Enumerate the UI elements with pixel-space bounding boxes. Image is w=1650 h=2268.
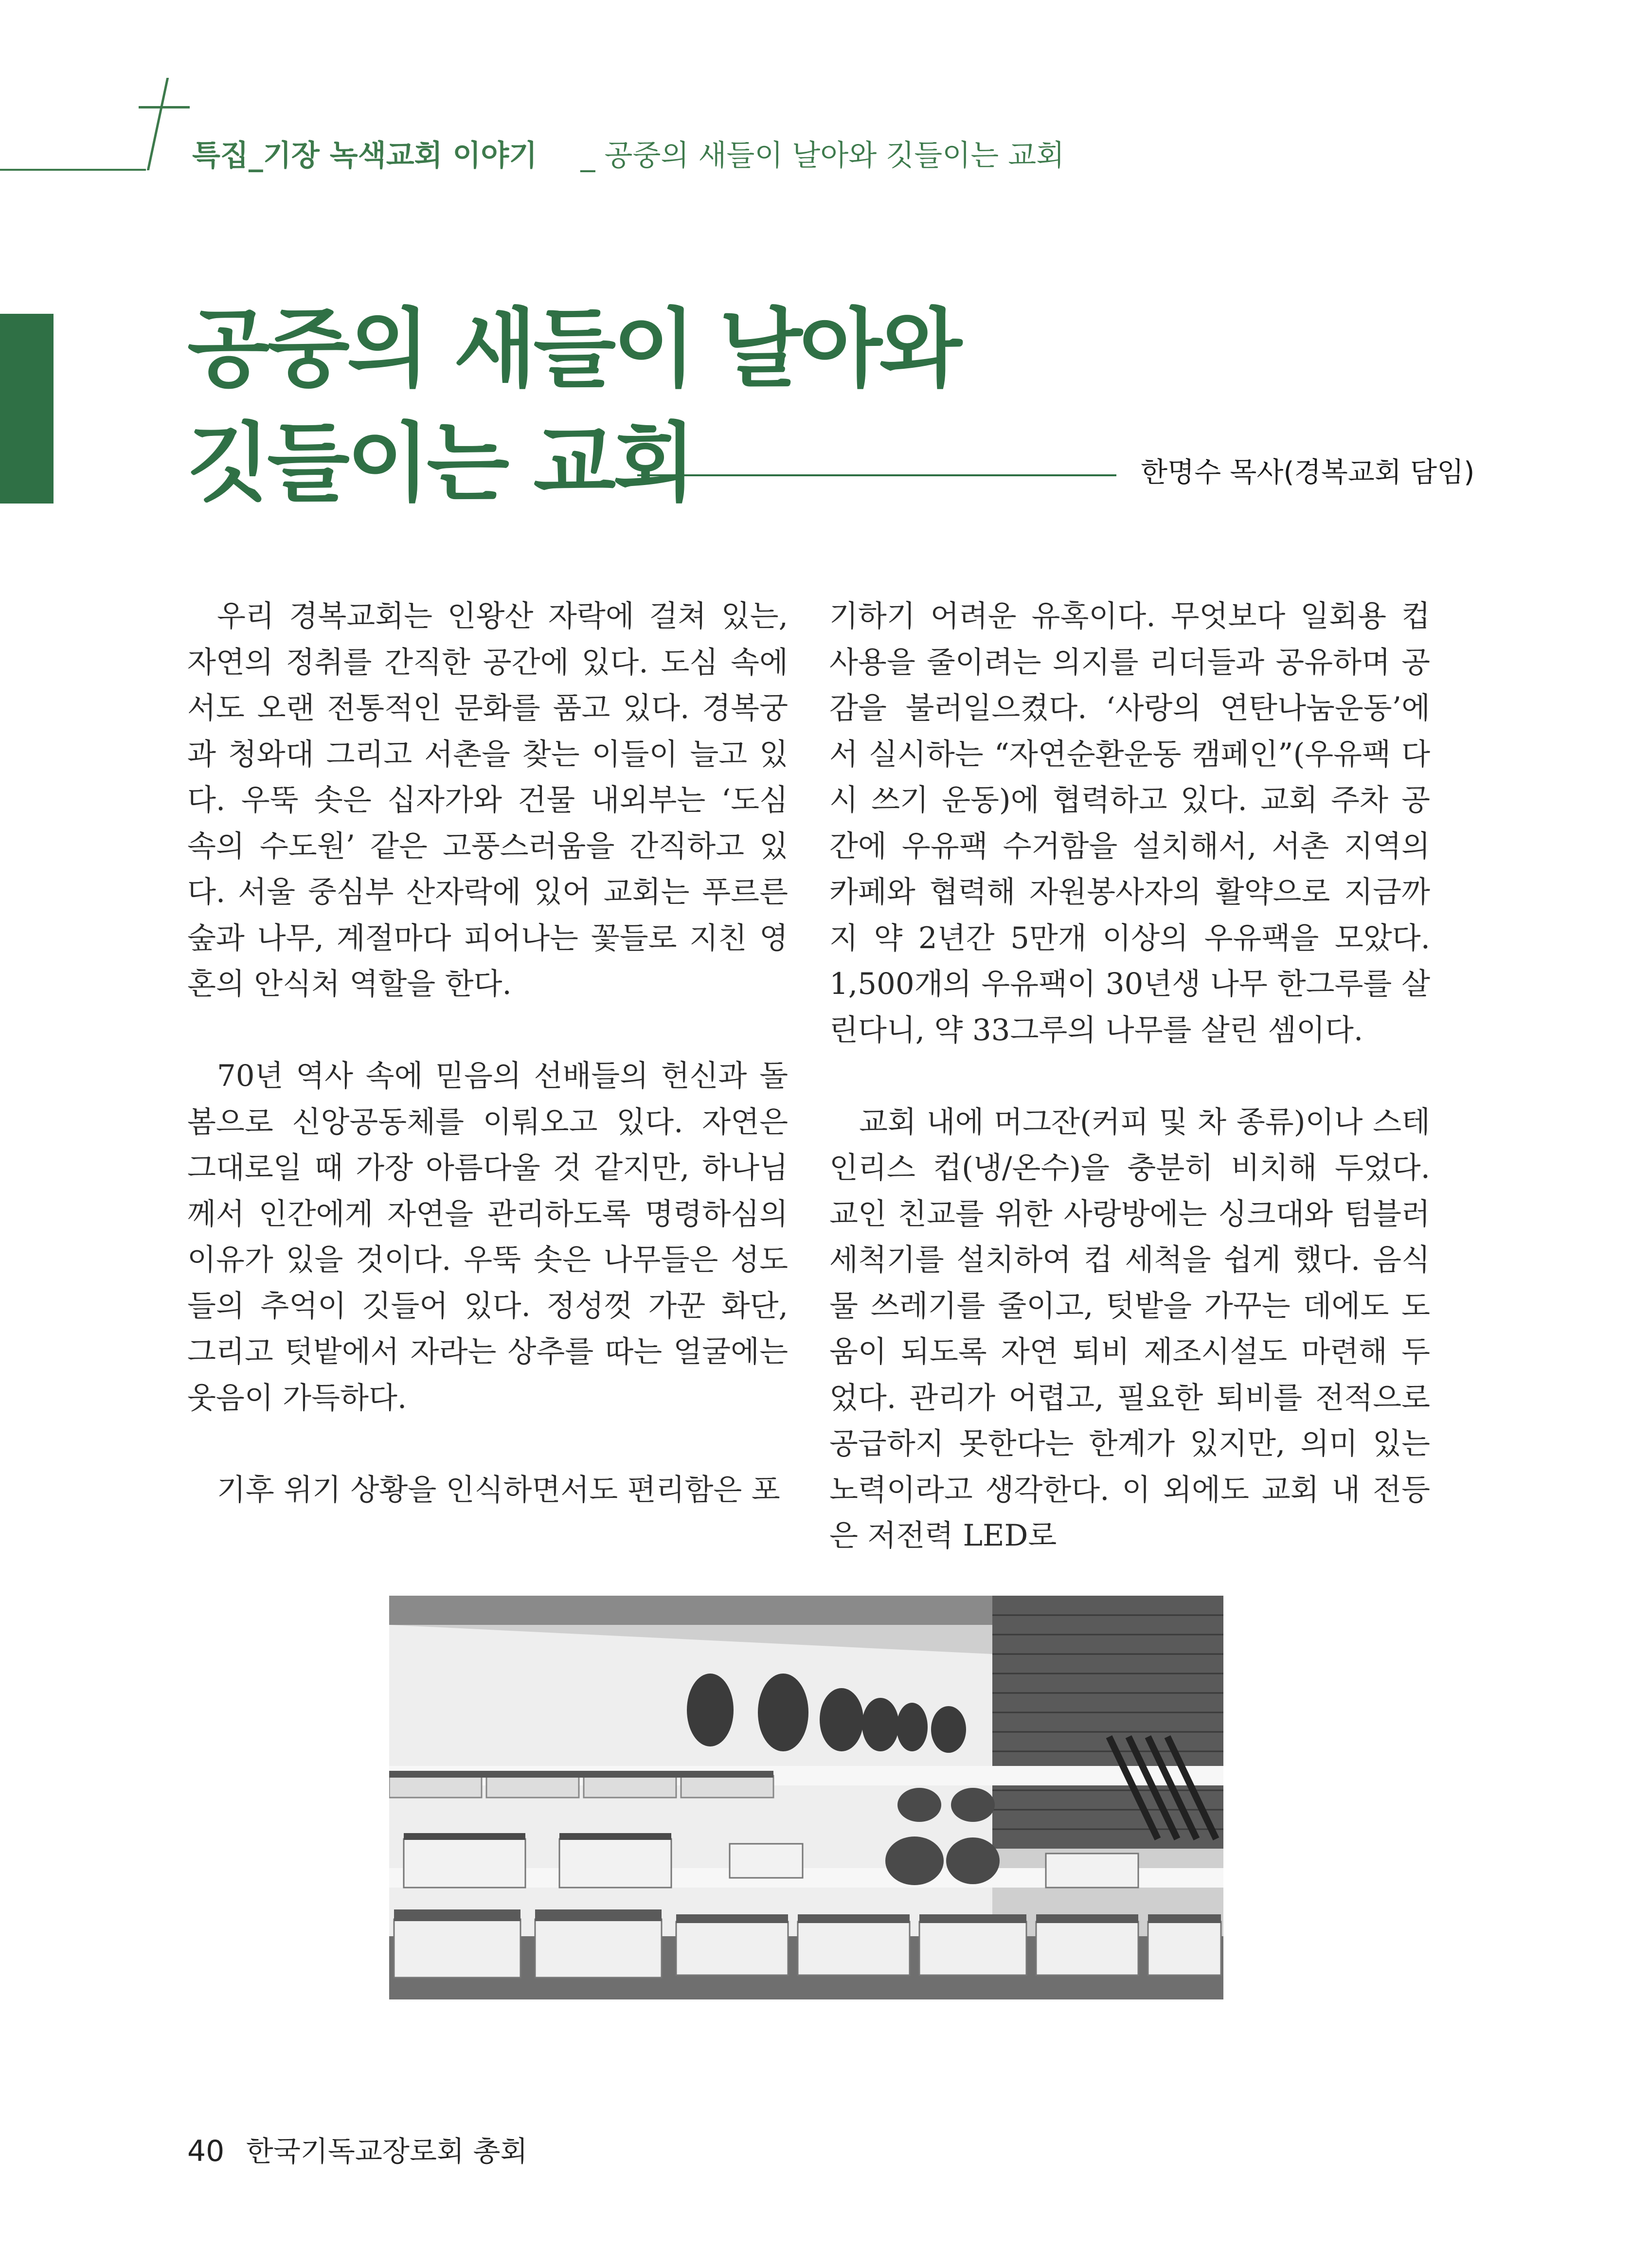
body-column-right	[829, 594, 1430, 1559]
author-byline: 한명수 목사(경복교회 담임)	[1141, 456, 1475, 488]
paragraph: 교회 내에 머그잔(커피 및 차 종류)이나 스테인리스 컵(냉/온수)을 충분히 비치해 두었다. 교인 친교를 위한 사랑방에는 싱크대와 텀블러 세척기를 설치하여 컵 세척을 쉽게 했다. 음식물 쓰레기를 줄이고, 텃밭을 가꾸는 데에도 도움이 되도록 자연 퇴비 제조시설도 마련해 두었다. 관리가 어렵고, 필요한 퇴비를 전적으로 공급하지 못한다는 한계가 있지만, 의미 있는 노력이라고 생각한다. 이 외에도 교회 내 전등은 저전력 LED로	[829, 1104, 1430, 1553]
title-line-2: 깃들이는 교회	[187, 414, 693, 513]
title-line-1: 공중의 새들이 날아와	[187, 299, 959, 399]
paragraph: 우리 경복교회는 인왕산 자락에 걸쳐 있는, 자연의 정취를 간직한 공간에 있다. 도심 속에서도 오랜 전통적인 문화를 품고 있다. 경복궁과 청와대 그리고 서촌을 찾는 이들이 늘고 있다. 우뚝 솟은 십자가와 건물 내외부는 ‘도심 속의 수도원’ 같은 고풍스러움을 간직하고 있다. 서울 중심부 산자락에 있어 교회는 푸르른 숲과 나무, 계절마다 피어나는 꽃들로 지친 영혼의 안식처 역할을 한다.	[187, 599, 788, 1001]
page-number: 40	[187, 2134, 225, 2168]
publication-name: 한국기독교장로회 총회	[246, 2135, 528, 2168]
paragraph: 기후 위기 상황을 인식하면서도 편리함은 포	[217, 1472, 780, 1507]
cross-icon-bar	[139, 106, 190, 108]
cross-icon	[147, 78, 169, 170]
paragraph: 70년 역사 속에 믿음의 선배들의 헌신과 돌봄으로 신앙공동체를 이뤄오고 있다. 자연은 그대로일 때 가장 아름다울 것 같지만, 하나님께서 인간에게 자연을 관리하도록 명령하심의 이유가 있을 것이다. 우뚝 솟은 나무들은 성도들의 추억이 깃들어 있다. 정성껏 가꾼 화단, 그리고 텃밭에서 자라는 상추를 따는 얼굴에는 웃음이 가득하다.	[187, 1059, 788, 1415]
article-photo	[389, 1596, 1223, 1999]
section-subtitle: _ 공중의 새들이 날아와 깃들이는 교회	[580, 139, 1065, 173]
page-footer	[187, 2128, 528, 2169]
article-title	[187, 292, 959, 521]
running-header	[192, 132, 1064, 174]
photo-illustration	[389, 1596, 1223, 1999]
section-label: 특집_기장 녹색교회 이야기	[192, 139, 538, 173]
title-rule	[637, 474, 1116, 476]
green-side-bar	[0, 314, 54, 504]
body-column-left	[187, 594, 788, 1513]
paragraph: 기하기 어려운 유혹이다. 무엇보다 일회용 컵 사용을 줄이려는 의지를 리더들과 공유하며 공감을 불러일으켰다. ‘사랑의 연탄나눔운동’에서 실시하는 “자연순환운동 캠페인”(우유팩 다시 쓰기 운동)에 협력하고 있다. 교회 주차 공간에 우유팩 수거함을 설치해서, 서촌 지역의 카페와 협력해 자원봉사자의 활약으로 지금까지 약 2년간 5만개 이상의 우유팩을 모았다. 1,500개의 우유팩이 30년생 나무 한그루를 살린다니, 약 33그루의 나무를 살린 셈이다.	[829, 599, 1430, 1047]
